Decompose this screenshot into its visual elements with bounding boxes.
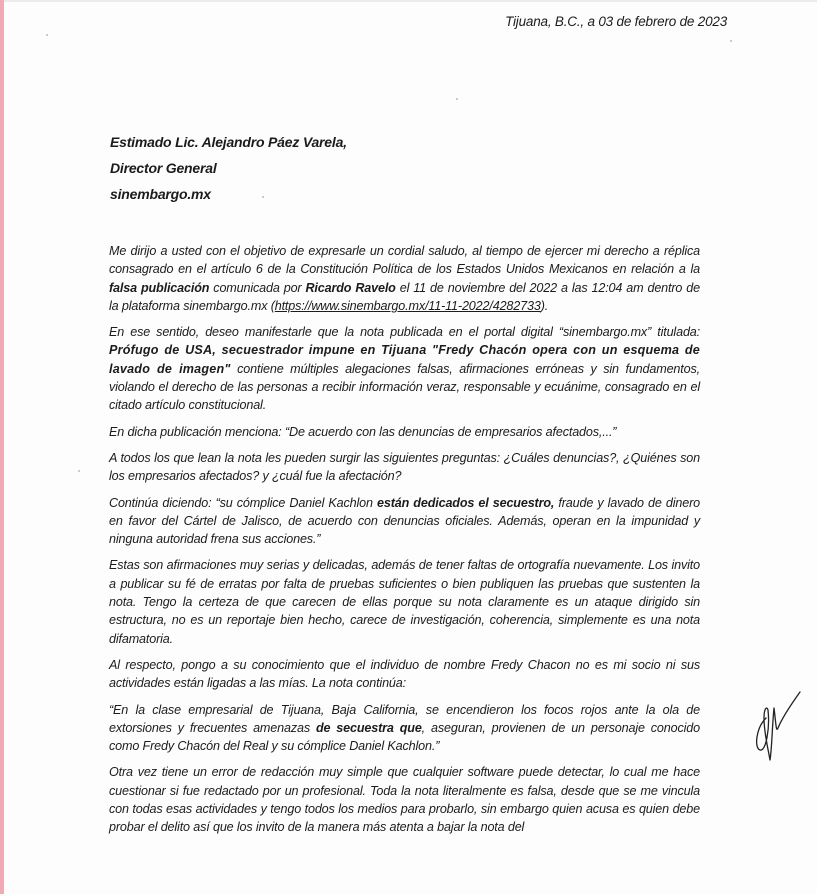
date-line: Tijuana, B.C., a 03 de febrero de 2023 [505,14,727,29]
addressee-organization: sinembargo.mx [110,186,211,202]
scan-speck [730,40,732,42]
paragraph-errata-request: Estas son afirmaciones muy serias y delicadas, además de tener faltas de ortografía nuevamente. Los invito a publicar su fé de erratas por falta de pruebas suficientes o bien publiquen las pruebas que sustenten la nota. Tengo la certeza de que carecen de ellas porque su nota claramente es un ataque dirigido sin estructura, no es un reportaje bien hecho, carece de investigación, coherencia, simplemente es una nota difamatoria. [109,558,700,646]
signature-icon [752,688,802,768]
addressee-block [110,133,347,211]
paragraph-quote-2: Continúa diciendo: “su cómplice Daniel Kachlon están dedicados el secuestro, fraude y lavado de dinero en favor del Cártel de Jalisco, de acuerdo con denuncias oficiales. Además, operan en la impunidad y ninguna autoridad frena sus acciones.” [109,495,700,547]
page-left-edge [0,0,4,894]
paragraph-questions: A todos los que lean la nota les pueden surgir las siguientes preguntas: ¿Cuáles denuncias?, ¿Quiénes son los empresarios afectados? y ¿cuál fue la afectación? [109,450,700,484]
article-url-link[interactable]: https://www.sinembargo.mx/11-11-2022/4282733 [274,298,541,313]
addressee-title: Director General [110,160,217,176]
paragraph-intro: Me dirijo a usted con el objetivo de expresarle un cordial saludo, al tiempo de ejercer mi derecho a réplica consagrado en el artículo 6 de la Constitución Política de los Estados Unidos Mexicanos en relación a la falsa publicación comunicada por Ricardo Ravelo el 11 de noviembre del 2022 a las 12:04 am dentro de la plataforma sinembargo.mx (https://www.sinembargo.mx/11-11-2022/4282733). [109,244,700,313]
letter-body [109,242,700,845]
paragraph-not-partner: Al respecto, pongo a su conocimiento que el individuo de nombre Fredy Chacon no es mi socio ni sus actividades están ligadas a las mías. La nota continúa: [109,657,700,691]
scan-speck [456,98,458,100]
scan-speck [46,34,48,36]
addressee-name: Estimado Lic. Alejandro Páez Varela, [110,134,347,150]
article-title: Prófugo de USA, secuestrador impune en Tijuana "Fredy Chacón opera con un esquema de lavado de imagen" [109,343,700,376]
bold-author-name: Ricardo Ravelo [305,280,396,295]
bold-kidnapping-claim: están dedicados el secuestro, [377,495,555,510]
paragraph-article-title: En ese sentido, deseo manifestarle que la nota publicada en el portal digital “sinembargo.mx” titulada: Prófugo de USA, secuestrador impune en Tijuana "Fredy Chacón opera con un esquema de lavado de imagen" contiene múltiples alegaciones falsas, afirmaciones erróneas y sin fundamentos, violando el derecho de las personas a recibir información veraz, responsable y ecuánime, consagrado en el citado artículo constitucional. [109,325,700,413]
paragraph-quote-3: “En la clase empresarial de Tijuana, Baja California, se encendieron los focos rojos ante la ola de extorsiones y frecuentes amenazas de secuestra que, aseguran, provienen de un personaje conocido como Fredy Chacón del Real y su cómplice Daniel Kachlon.” [109,702,700,754]
scan-speck [78,470,80,472]
paragraph-quote-1: En dicha publicación menciona: “De acuerdo con las denuncias de empresarios afectados,...” [109,424,617,439]
bold-typo-quote: de secuestra que [315,720,422,735]
scan-speck [262,196,264,198]
bold-false-publication: falsa publicación [109,280,210,295]
paragraph-conclusion: Otra vez tiene un error de redacción muy simple que cualquier software puede detectar, lo cual me hace cuestionar si fue redactado por un profesional. Toda la nota literalmente es falsa, desde que se me vincula con todas esas actividades y tengo todos los medios para probarlo, sin embargo quien acusa es quien debe probar el delito así que los invito de la manera más atenta a bajar la nota del [109,765,700,835]
page-top-edge [0,0,817,2]
